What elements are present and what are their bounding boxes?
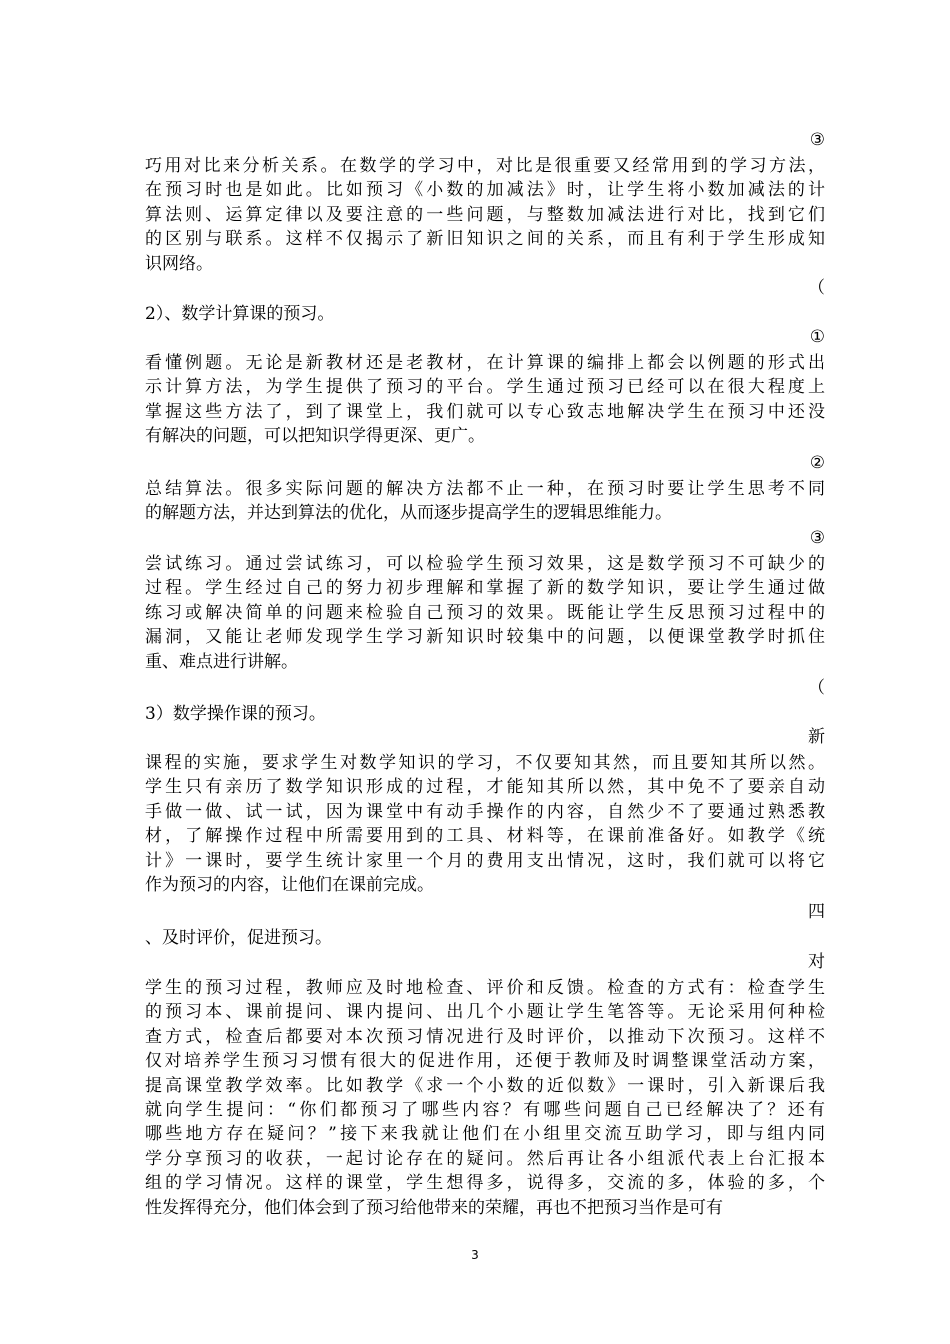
text-line: 查方式，检查后都要对本次预习情况进行及时评价，以推动下次预习。这样不 [145,1026,825,1047]
text-line: 的解题方法，并达到算法的优化，从而逐步提高学生的逻辑思维能力。 [145,503,672,524]
text-line: 就向学生提问：“你们都预习了哪些内容？有哪些问题自己已经解决了？还有 [145,1100,825,1120]
text-line: 2）、数学计算课的预习。 [145,304,335,324]
text-line: 重、难点进行讲解。 [145,651,298,672]
text-line: 组的学习情况。这样的课堂，学生想得多，说得多，交流的多，体验的多，个 [145,1173,825,1194]
text-line: 课程的实施，要求学生对数学知识的学习，不仅要知其然，而且要知其所以然。 [145,753,825,773]
text-line: 示计算方法，为学生提供了预习的平台。学生通过预习已经可以在很大程度上 [145,377,825,398]
text-line: 学分享预习的收获，一起讨论存在的疑问。然后再让各小组派代表上台汇报本 [145,1148,825,1169]
text-line: 计》一课时，要学生统计家里一个月的费用支出情况，这时，我们就可以将它 [145,850,825,871]
text-line: 总结算法。很多实际问题的解决方法都不止一种，在预习时要让学生思考不同 [145,479,825,499]
text-line: 有解决的问题，可以把知识学得更深、更广。 [145,426,485,447]
paragraph-marker: ③ [809,528,825,548]
page-number: 3 [471,1248,479,1262]
text-line: 、及时评价，促进预习。 [145,928,332,948]
text-line: 看懂例题。无论是新教材还是老教材，在计算课的编排上都会以例题的形式出 [145,353,825,373]
text-line: 漏洞，又能让老师发现学生学习新知识时较集中的问题，以便课堂教学时抓住 [145,627,825,648]
paragraph-marker: ② [809,453,825,473]
text-line: 巧用对比来分析关系。在数学的学习中，对比是很重要又经常用到的学习方法， [145,156,825,176]
paragraph-marker: ③ [809,130,825,150]
paragraph-marker: 四 [808,902,825,922]
text-line: 掌握这些方法了，到了课堂上，我们就可以专心致志地解决学生在预习中还没 [145,401,825,422]
text-line: 识网络。 [145,253,213,274]
text-line: 学生的预习过程，教师应及时地检查、评价和反馈。检查的方式有：检查学生 [145,978,825,998]
text-line: 练习或解决简单的问题来检验自己预习的效果。既能让学生反思预习过程中的 [145,602,825,623]
text-line: 提高课堂教学效率。比如教学《求一个小数的近似数》一课时，引入新课后我 [145,1075,825,1096]
text-line: 3）数学操作课的预习。 [145,704,326,724]
text-line: 学生只有亲历了数学知识形成的过程，才能知其所以然，其中免不了要亲自动 [145,777,825,798]
text-line: 过程。学生经过自己的努力初步理解和掌握了新的数学知识，要让学生通过做 [145,578,825,599]
paragraph-marker: 对 [808,952,825,972]
text-line: 的预习本、课前提问、课内提问、出几个小题让学生笔答等。无论采用何种检 [145,1002,825,1023]
text-line: 材，了解操作过程中所需要用到的工具、材料等，在课前准备好。如教学《统 [145,826,825,847]
text-line: 仅对培养学生预习习惯有很大的促进作用，还便于教师及时调整课堂活动方案， [145,1051,825,1072]
text-line: 作为预习的内容，让他们在课前完成。 [145,875,434,895]
text-line: 手做一做、试一试，因为课堂中有动手操作的内容，自然少不了要通过熟悉教 [145,801,825,822]
paragraph-marker: 新 [808,727,825,747]
text-line: 算法则、运算定律以及要注意的一些问题，与整数加减法进行对比，找到它们 [145,204,825,225]
text-line: 哪些地方存在疑问？”接下来我就让他们在小组里交流互助学习，即与组内同 [145,1124,825,1145]
text-line: 在预习时也是如此。比如预习《小数的加减法》时，让学生将小数加减法的计 [145,180,825,201]
paragraph-marker: （ [808,678,825,698]
text-line: 性发挥得充分，他们体会到了预习给他带来的荣耀，再也不把预习当作是可有 [145,1197,723,1218]
paragraph-marker: ① [809,327,825,347]
text-line: 的区别与联系。这样不仅揭示了新旧知识之间的关系，而且有利于学生形成知 [145,229,825,250]
text-line: 尝试练习。通过尝试练习，可以检验学生预习效果，这是数学预习不可缺少的 [145,554,825,574]
paragraph-marker: （ [808,278,825,298]
